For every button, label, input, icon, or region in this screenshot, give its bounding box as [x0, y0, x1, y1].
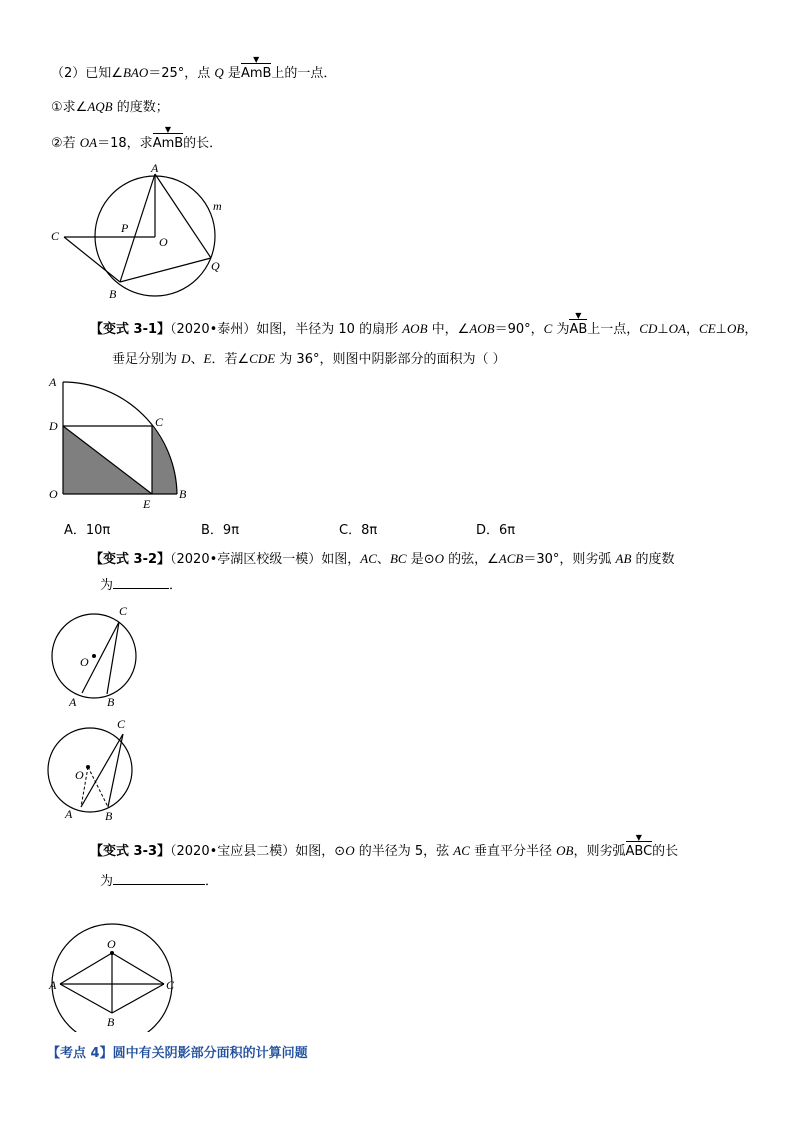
v33-line-oc — [112, 953, 164, 984]
v33-label-b: B — [107, 1015, 115, 1029]
q2-sub2: ②若 OA＝18，求 ▼ AmB的长． — [51, 125, 223, 151]
v32-f2-center — [86, 765, 90, 769]
v31-line1: 【变式 3-1】（2020•泰州）如图，半径为 10 的扇形 AOB 中，∠AOB＝90°，C 为 ▼ AB上一点，CD⊥OA，CE⊥OB， — [90, 311, 758, 337]
v33-line-ab — [60, 984, 112, 1013]
v31-choice-c[interactable]: C．8π — [339, 523, 378, 538]
v33-line-oa — [60, 953, 112, 984]
v31-tag: 【变式 3-1】 — [90, 322, 171, 337]
v33-label-o: O — [107, 937, 116, 951]
v31-label-d: D — [49, 419, 58, 433]
v33-line2: 为 ． — [100, 874, 219, 889]
v31-label-o: O — [49, 487, 58, 501]
v31-choice-a[interactable]: A．10π — [64, 523, 111, 538]
v31-choice-d[interactable]: D．6π — [476, 523, 516, 538]
v32-line1: 【变式 3-2】（2020•亭湖区校级一模）如图，AC、BC 是⊙O 的弦，∠ACB＝30°，则劣弧 AB 的度数 — [90, 551, 675, 567]
arc-ab: ▼ AB — [569, 311, 588, 337]
v33-label-a: A — [49, 978, 57, 992]
q2-sub1: ①求∠AQB 的度数； — [51, 99, 169, 115]
v32-f1-label-b: B — [107, 695, 115, 709]
topic-heading: 【考点 4】圆中有关阴影部分面积的计算问题 — [47, 1046, 308, 1061]
q2-label-q: Q — [211, 259, 220, 273]
q2-label-b: B — [109, 287, 117, 301]
v31-label-a: A — [49, 375, 57, 389]
v32-f2-label-o: O — [75, 768, 84, 782]
q2-label-o: O — [159, 235, 168, 249]
v31-label-e: E — [143, 497, 151, 511]
v32-f1-label-a: A — [69, 695, 77, 709]
v33-tag: 【变式 3-3】 — [90, 844, 171, 859]
v31-figure — [45, 372, 205, 512]
v31-choice-b[interactable]: B．9π — [201, 523, 240, 538]
v31-label-b: B — [179, 487, 187, 501]
q2-line1: （2）已知∠BAO＝25°，点 Q 是 ▼ AmB上的一点． — [51, 55, 337, 81]
v32-f2-label-c: C — [117, 717, 126, 731]
q2-label-a: A — [151, 161, 159, 175]
q2-label-m: m — [213, 199, 222, 213]
v32-f2-label-b: B — [105, 809, 113, 823]
v31-line2: 垂足分别为 D、E．若∠CDE 为 36°，则图中阴影部分的面积为（ ） — [112, 351, 506, 367]
v33-center — [110, 951, 114, 955]
arc-abc: ▼ ABC — [625, 833, 653, 859]
v33-label-c: C — [166, 978, 175, 992]
q2-label-c: C — [51, 229, 60, 243]
q2-label-p: P — [121, 221, 129, 235]
v32-f2-label-a: A — [65, 807, 73, 821]
arc-amb: ▼ AmB — [240, 55, 272, 81]
v32-figure2 — [45, 714, 155, 824]
q2-figure — [45, 158, 245, 306]
v32-figure1 — [45, 600, 155, 712]
v33-figure — [40, 900, 190, 1032]
v32-f1-label-c: C — [119, 604, 128, 618]
v33-line-cb — [112, 984, 164, 1013]
v33-answer-blank[interactable] — [113, 872, 205, 885]
v32-f2-line-cb — [108, 734, 123, 807]
v32-f1-center — [92, 654, 96, 658]
v31-shade-segment — [152, 426, 177, 494]
v31-label-c: C — [155, 415, 164, 429]
arc-amb-2: ▼ AmB — [152, 125, 184, 151]
v32-line2: 为 ． — [100, 578, 183, 593]
q2-line-cb — [64, 237, 120, 282]
v32-tag: 【变式 3-2】 — [90, 552, 171, 567]
v33-line1: 【变式 3-3】（2020•宝应县二模）如图，⊙O 的半径为 5，弦 AC 垂直平分半径 OB，则劣弧 ▼ ABC的长 — [90, 833, 679, 859]
v32-f2-dash-ob — [88, 767, 108, 807]
v32-f1-label-o: O — [80, 655, 89, 669]
v32-answer-blank[interactable] — [113, 576, 169, 589]
